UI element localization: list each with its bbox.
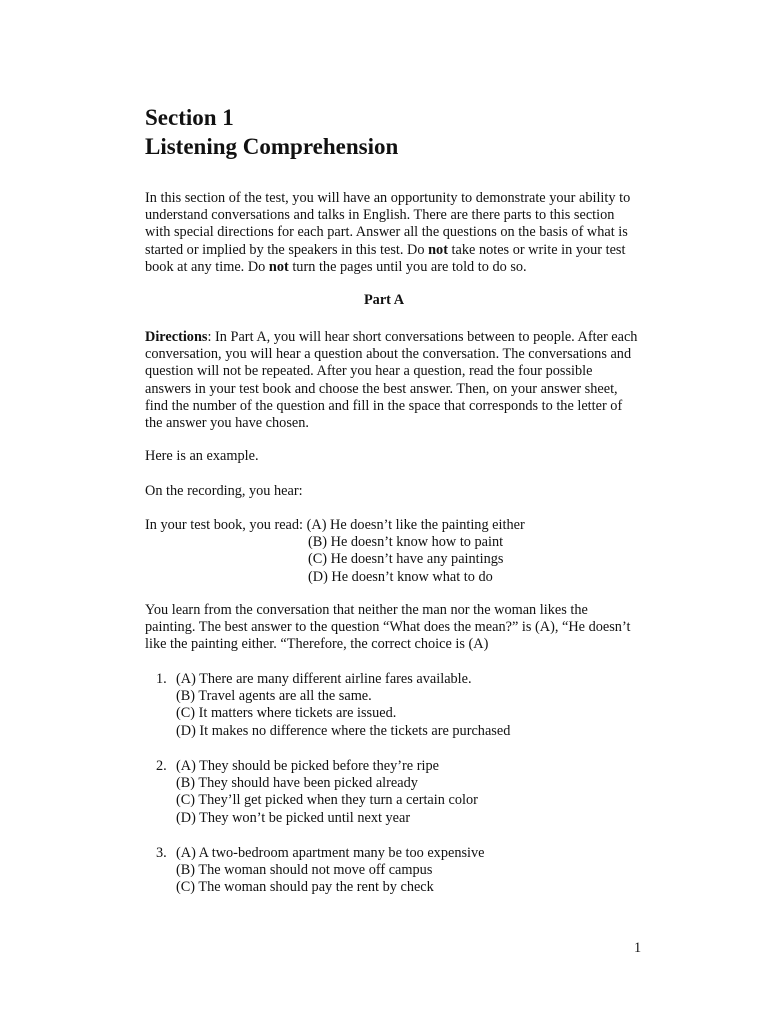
intro-line: In this section of the test, you will have an opportunity to demonstrate your ability to — [145, 190, 631, 206]
question-item — [156, 671, 510, 740]
directions-line: the answer you have chosen. — [145, 415, 309, 432]
example-intro: Here is an example. — [145, 448, 259, 464]
intro-paragraph — [145, 190, 655, 276]
directions-line: conversation, you will hear a question about the conversation. The conversations and — [145, 346, 632, 363]
answer-option: (C) It matters where tickets are issued. — [176, 705, 397, 722]
example-option: (A) He doesn’t like the painting either — [306, 517, 525, 533]
directions-line — [145, 329, 655, 346]
explanation-line: like the painting either. “Therefore, the correct choice is (A) — [145, 636, 489, 653]
question-number: 3. — [156, 845, 167, 861]
part-title: Part A — [363, 292, 405, 308]
intro-line: understand conversations and talks in English. There are there parts to this section — [145, 207, 615, 224]
section-title: Section 1 — [145, 105, 234, 130]
example-option: (B) He doesn’t know how to paint — [308, 534, 504, 551]
example-read-block — [145, 517, 655, 586]
answer-option: (C) They’ll get picked when they turn a certain color — [176, 792, 478, 809]
intro-text: take notes or write in your test — [447, 241, 626, 258]
emphasis-not: not — [428, 241, 448, 258]
question-options — [176, 845, 485, 897]
answer-option: (B) The woman should not move off campus — [176, 862, 433, 879]
answer-option: (D) It makes no difference where the tickets are purchased — [176, 722, 511, 739]
directions-line: find the number of the question and fill in the space that corresponds to the letter of — [145, 397, 623, 414]
intro-line: with special directions for each part. Answer all the questions on the basis of what is — [145, 224, 628, 241]
example-explanation — [145, 602, 655, 654]
example-read-label: In your test book, you read: — [145, 517, 307, 533]
answer-option: (A) There are many different airline fares available. — [176, 671, 472, 687]
intro-line — [145, 259, 655, 276]
directions-line: answers in your test book and choose the best answer. Then, on your answer sheet, — [145, 380, 618, 397]
directions-label: Directions — [145, 329, 208, 345]
answer-option: (A) They should be picked before they’re ripe — [176, 758, 439, 774]
answer-option: (B) Travel agents are all the same. — [176, 688, 372, 705]
section-subtitle: Listening Comprehension — [145, 134, 399, 159]
page-number: 1 — [634, 940, 642, 956]
answer-option: (A) A two-bedroom apartment many be too expensive — [176, 845, 485, 861]
directions-text: : In Part A, you will hear short conversations between to people. After each — [207, 329, 638, 345]
intro-text: book at any time. Do — [145, 258, 269, 275]
question-options — [176, 671, 510, 740]
answer-option: (D) They won’t be picked until next year — [176, 809, 411, 826]
intro-line — [145, 242, 655, 259]
question-item — [156, 758, 478, 827]
example-option-line — [145, 517, 655, 534]
example-option: (D) He doesn’t know what to do — [308, 568, 493, 585]
example-recording: On the recording, you hear: — [145, 483, 303, 499]
intro-text: turn the pages until you are told to do so. — [288, 258, 527, 275]
answer-option: (C) The woman should pay the rent by check — [176, 879, 434, 896]
answer-option: (B) They should have been picked already — [176, 775, 418, 792]
explanation-line: painting. The best answer to the question “What does the mean?” is (A), “He doesn’t — [145, 619, 631, 636]
question-options — [176, 758, 478, 827]
directions-line: question will not be repeated. After you hear a question, read the four possible — [145, 363, 593, 380]
emphasis-not: not — [268, 258, 289, 275]
section-heading — [145, 103, 398, 161]
example-option: (C) He doesn’t have any paintings — [308, 551, 504, 568]
question-item — [156, 845, 485, 897]
question-number: 2. — [156, 758, 167, 774]
intro-text: started or implied by the speakers in this test. Do — [145, 241, 429, 258]
question-number: 1. — [156, 671, 167, 687]
explanation-line: You learn from the conversation that neither the man nor the woman likes the — [145, 602, 588, 618]
directions-paragraph — [145, 329, 655, 432]
